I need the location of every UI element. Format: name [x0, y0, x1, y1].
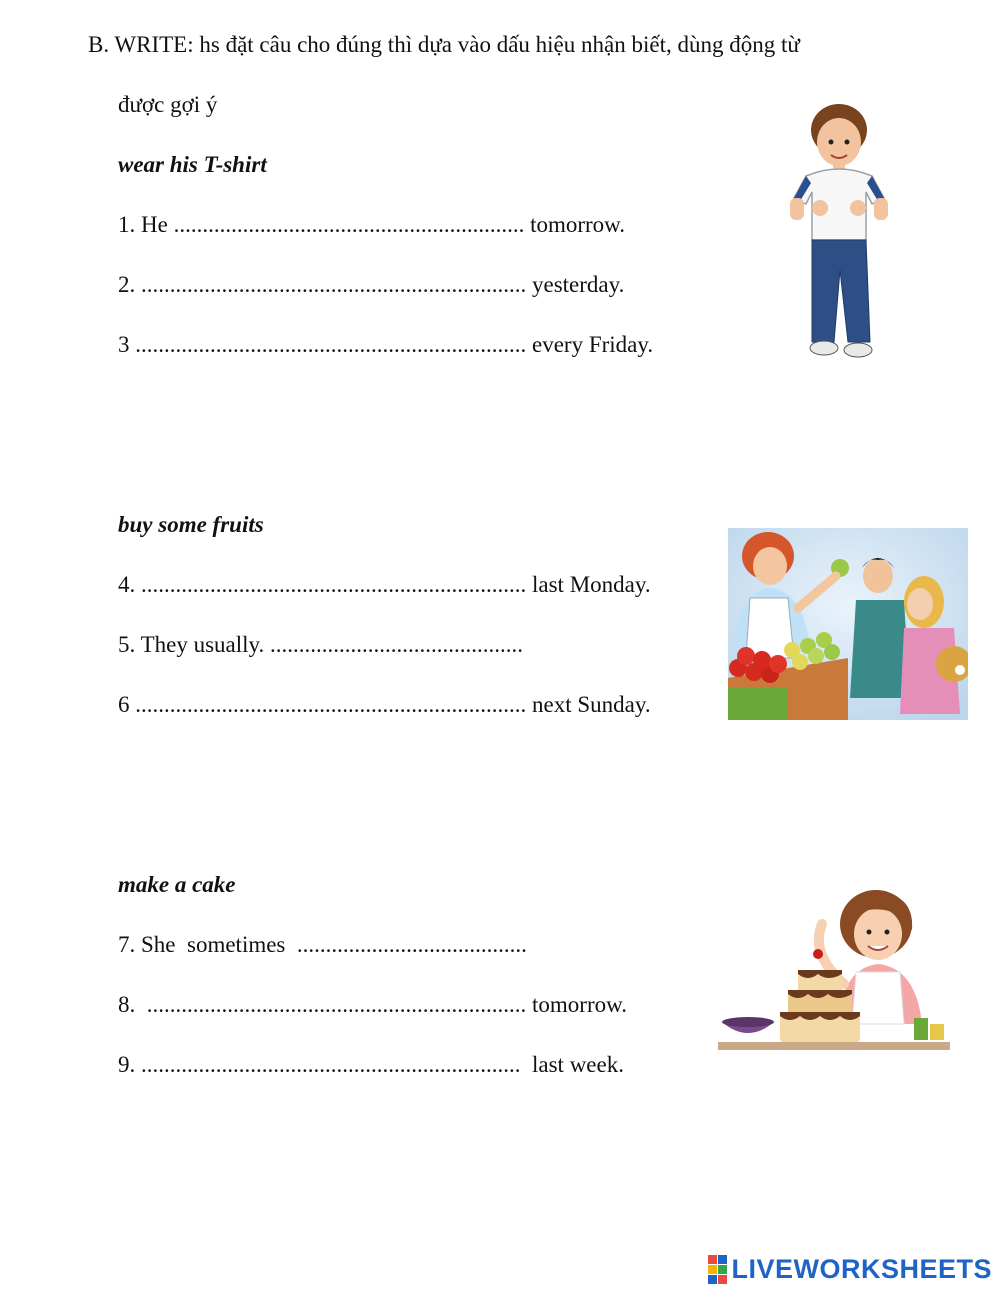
exercise-item-5: 5. They usually. ............................................	[118, 632, 524, 657]
section-3-heading: make a cake	[118, 872, 236, 897]
exercise-item-8: 8. .................................................................. tomorrow.	[118, 992, 627, 1017]
brand-text: LIVEWORKSHEETS	[731, 1253, 992, 1284]
section-2-heading: buy some fruits	[118, 512, 264, 537]
liveworksheets-brand[interactable]	[708, 1253, 992, 1285]
exercise-item-7: 7. She sometimes ........................................	[118, 932, 527, 957]
exercise-item-6: 6 .................................................................... next Sunday.	[118, 692, 651, 717]
instruction-line-1: B. WRITE: hs đặt câu cho đúng thì dựa vào dấu hiệu nhận biết, dùng động từ	[88, 32, 800, 57]
liveworksheets-logo-icon	[708, 1255, 727, 1284]
woman-baking-cake-illustration	[718, 884, 952, 1054]
section-1-heading: wear his T-shirt	[118, 152, 267, 177]
exercise-item-1: 1. He ............................................................. tomorrow.	[118, 212, 626, 237]
exercise-item-4: 4. ................................................................... last Monday.	[118, 572, 651, 597]
fruit-market-illustration	[728, 528, 968, 720]
instruction-line-2: được gợi ý	[118, 92, 218, 117]
exercise-item-2: 2. ................................................................... yesterday.	[118, 272, 625, 297]
boy-tshirt-illustration	[784, 100, 894, 362]
exercise-item-9: 9. .................................................................. last week.	[118, 1052, 624, 1077]
exercise-item-3: 3 .................................................................... every Friday.	[118, 332, 654, 357]
